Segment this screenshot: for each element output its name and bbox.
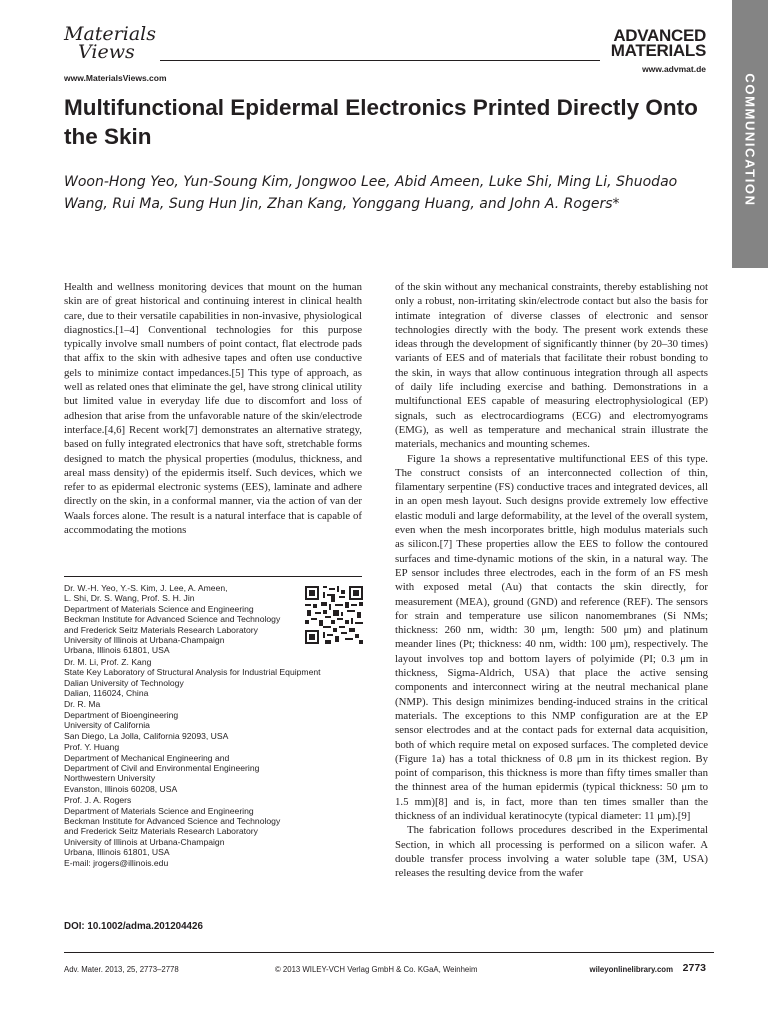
affiliation-line: University of California — [64, 720, 150, 731]
logo-right-line2: MATERIALS — [610, 41, 706, 60]
header-divider — [160, 60, 600, 61]
affiliation-line: Dr. R. Ma — [64, 699, 101, 710]
body-paragraph: Health and wellness monitoring devices that mount on the human skin are of great historical and continuing interest in clinical health care, due to their versatile capabilities in non-invasive, physiological diagnostics.[1–4] Conventional technologies for this purpose typically involve small numbers of point contact, flat electrode pads that affix to the skin with adhesive tapes and often use conductive gels to minimize contact impedances.[5] This type of approach, as well as related ones that eliminate the gel, have strong clinical utility but limited value in everyday life due to discomfort and loss of adhesion that arise from the unfavorable nature of the skin/electrode interface.[4,6] Recent work[7] demonstrates an alternative strategy, based on fully integrated electronics that have soft, stretchable forms designed to match the physical properties (modulus, thickness, and areal mass density) of the epidermis itself. Such devices, which we refer to as epidermal electronic systems (EES), laminate and adhere directly on the skin, in a conformal manner, via the action of van der Waals forces alone. The result is a natural interface that is capable of accommodating the motions — [64, 281, 362, 537]
affiliation-line: Dalian University of Technology — [64, 677, 184, 688]
logo-left-line1: Materials — [64, 23, 156, 45]
affiliation-block — [64, 742, 362, 794]
affiliation-line: and Frederick Seitz Materials Research Laboratory — [64, 826, 258, 837]
qr-code-icon — [305, 586, 363, 644]
affiliation-line: University of Illinois at Urbana-Champaign — [64, 635, 225, 646]
body-paragraph: of the skin without any mechanical constraints, thereby establishing not only a robust, non-irritating skin/electrode contact but also the basis for intimate integration of diverse classes of electronic and sensor technologies directly with the body. The present work extends these ideas through the development of significantly thinner (by 20–30 times) variants of EES and of materials that facilitate their robust bonding to the skin, in ways that allow continuous integration through all aspects of daily life including exercise and bathing. Demonstrations in a multifunctional EES capable of measuring electrophysiological (EP) signals, such as electrocardiograms (ECG) and electromyograms (EMG), as well as temperature and mechanical strain illustrate the materials, mechanics and mounting schemes. — [395, 281, 708, 451]
affiliation-line: University of Illinois at Urbana-Champaign — [64, 836, 225, 847]
affiliation-line: Department of Bioengineering — [64, 709, 179, 720]
affiliation-line: Beckman Institute for Advanced Science and Technology — [64, 614, 281, 625]
author-list: Woon-Hong Yeo, Yun-Soung Kim, Jongwoo Lee, Abid Ameen, Luke Shi, Ming Li, Shuodao Wang, Rui Ma, Sung Hun Jin, Zhan Kang, Yonggang Huang, and John A. Rogers* — [64, 174, 678, 212]
affiliation-line: Beckman Institute for Advanced Science and Technology — [64, 815, 281, 826]
citation: Adv. Mater. 2013, 25, 2773–2778 — [64, 965, 179, 974]
body-paragraph: Figure 1a shows a representative multifunctional EES of this type. The construct consists of an interconnected collection of thin, filamentary serpentine (FS) conductive traces and integrated devices, all in an open mesh layout. Such designs provide extremely low effective elastic moduli and large deformability, at the level of the overall system, even when the mesh incorporates brittle, high modulus materials such as silicon.[7] These properties allow the EES to follow the contoured surfaces and time-dynamic motions of the skin, in a natural way. The EP sensor includes three electrodes, each in the form of an FS mesh with exposed metal (Au) that contacts the skin directly, for measurement (MEA), ground (GND) and reference (REF). The sensors for strain and temperature use silicon nanomembranes (Si NMs; thickness: 260 nm, width: 30 μm, length: 500 μm) and platinum meander lines (Pt; thickness: 40 nm, width: 100 μm), respectively. The layout involves top and bottom layers of polyimide (PI; 0.3 μm in thickness, Sigma-Aldrich, USA) that place the active sensing components and interconnect wiring at the neutral mechanical plane (NMP). This design minimizes bending-induced strains in the critical materials. The exceptions to this NMP configuration are at the EP sensor electrodes and at the contact pads for external data acquisition, both of which require metal on exposed surfaces. The completed device (Figure 1a) has a total thickness of 0.8 μm in its thickest region. By point of comparison, this thickness is more than fifty times smaller than the thinnest area of the human epidermis (typical thickness: 50 μm to 1.5 mm)[8] and is, in fact, more than ten times smaller than the thickness of an individual keratinocyte (typical diameter: 11 μm).[9] — [395, 452, 708, 822]
affiliation-line: Urbana, Illinois 61801, USA — [64, 847, 170, 858]
wiley-online-library-link[interactable]: wileyonlinelibrary.com — [589, 965, 673, 974]
affiliation-line: and Frederick Seitz Materials Research Laboratory — [64, 624, 258, 635]
affiliation-line: Department of Civil and Environmental Engineering — [64, 762, 260, 773]
body-column-right — [395, 280, 708, 880]
doi[interactable]: DOI: 10.1002/adma.201204426 — [64, 921, 203, 932]
affiliation-line: Dalian, 116024, China — [64, 688, 149, 699]
advanced-materials-logo — [611, 28, 706, 58]
affiliation-line: L. Shi, Dr. S. Wang, Prof. S. H. Jin — [64, 593, 195, 604]
affiliation-line: Department of Materials Science and Engineering — [64, 805, 254, 816]
logo-left-line2: Views — [78, 41, 135, 63]
affiliation-line: San Diego, La Jolla, California 92093, USA — [64, 730, 229, 741]
article-title: Multifunctional Epidermal Electronics Printed Directly Onto the Skin — [64, 95, 698, 149]
section-tab — [732, 0, 768, 268]
page-number: 2773 — [682, 962, 706, 974]
footer-divider — [64, 952, 714, 953]
affiliation-line: Urbana, Illinois 61801, USA — [64, 645, 170, 656]
affiliation-divider — [64, 576, 362, 577]
affiliation-line: Department of Materials Science and Engineering — [64, 603, 254, 614]
affiliation-line: Prof. Y. Huang — [64, 742, 120, 753]
affiliation-line: Evanston, Illinois 60208, USA — [64, 783, 178, 794]
affiliation-line: Dr. W.-H. Yeo, Y.-S. Kim, J. Lee, A. Ameen, — [64, 583, 228, 593]
affiliation-line: Northwestern University — [64, 773, 156, 784]
body-paragraph: The fabrication follows procedures described in the Experimental Section, in which all processing is performed on a silicon wafer. A double transfer process involving a water soluble tape (3M, USA) releases the resulting device from the wafer — [395, 824, 708, 880]
affiliation-line: E-mail: jrogers@illinois.edu — [64, 857, 169, 868]
affiliation-block — [64, 699, 362, 741]
materials-views-logo — [64, 25, 156, 61]
materials-views-url[interactable]: www.MaterialsViews.com — [64, 73, 167, 83]
advmat-url[interactable]: www.advmat.de — [642, 64, 706, 74]
affiliation-line: Dr. M. Li, Prof. Z. Kang — [64, 656, 152, 667]
affiliation-block — [64, 657, 362, 699]
copyright: © 2013 WILEY-VCH Verlag GmbH & Co. KGaA, Weinheim — [275, 965, 478, 974]
body-column-left — [64, 280, 362, 537]
affiliation-line: State Key Laboratory of Structural Analysis for Industrial Equipment — [64, 667, 321, 678]
logo-right-line1: ADVANCED — [613, 26, 706, 45]
affiliation-line: Department of Mechanical Engineering and — [64, 752, 230, 763]
affiliation-block — [64, 795, 362, 868]
affiliation-line: Prof. J. A. Rogers — [64, 795, 132, 806]
section-tab-label: COMMUNICATION — [742, 73, 758, 207]
